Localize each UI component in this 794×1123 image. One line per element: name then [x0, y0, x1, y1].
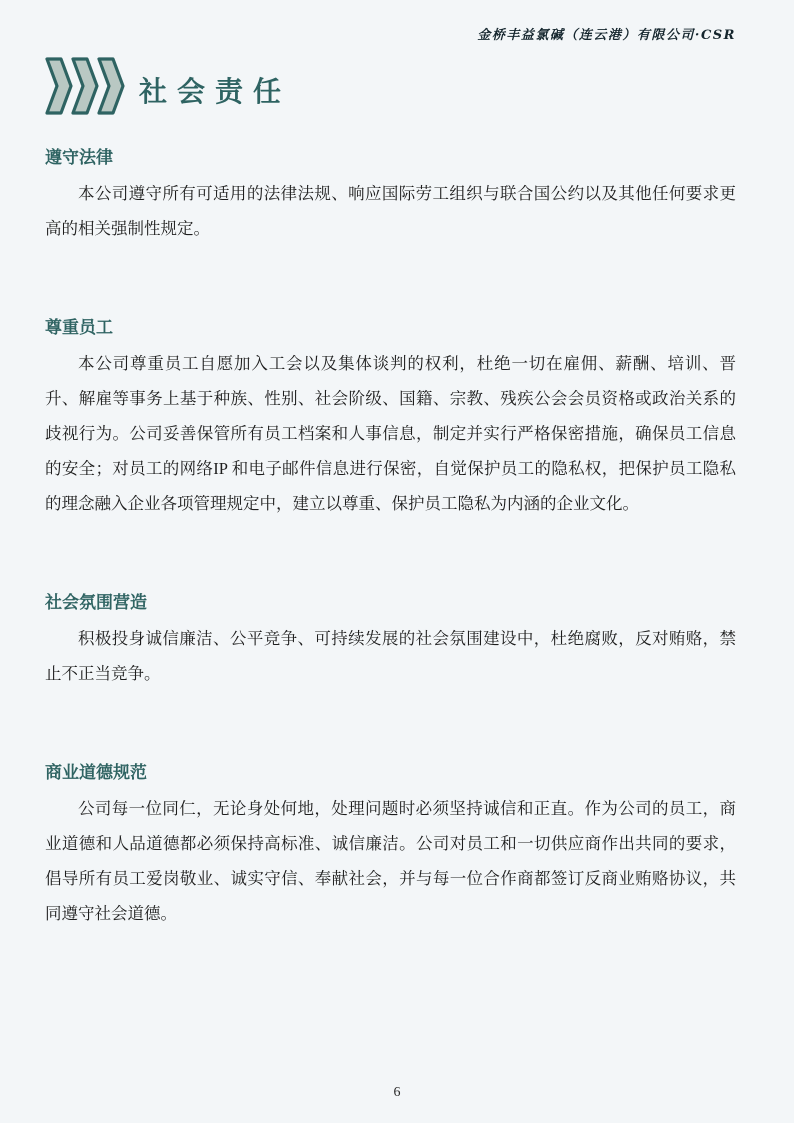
section-body: 积极投身诚信廉洁、公平竞争、可持续发展的社会氛围建设中，杜绝腐败，反对贿赂，禁止不正当竞争。: [45, 629, 736, 683]
page-title: 社会责任: [139, 76, 292, 107]
section-body: 本公司尊重员工自愿加入工会以及集体谈判的权利，杜绝一切在雇佣、薪酬、培训、晋升、解雇等事务上基于种族、性别、社会阶级、国籍、宗教、残疾公会会员资格或政治关系的歧视行为。公司妥善保管所有员工档案和人事信息，制定并实行严格保密措施，确保员工信息的安全；对员工的网络IP 和电子邮件信息进行保密，自觉保护员工的隐私权，把保护员工隐私的理念融入企业各项管理规定中，建立以尊重、保护员工隐私为内涵的企业文化。: [45, 354, 736, 513]
page-content: [0, 117, 794, 931]
section-respect-employees: [45, 317, 736, 521]
section-social-atmosphere: [45, 592, 736, 691]
section-body: 本公司遵守所有可适用的法律法规、响应国际劳工组织与联合国公约以及其他任何要求更高的相关强制性规定。: [45, 184, 736, 238]
page-number: 6: [393, 1085, 401, 1100]
section-business-ethics: [45, 762, 736, 931]
section-heading: 社会氛围营造: [45, 593, 147, 612]
header-company-name: 金桥丰益氯碱（连云港）有限公司·CSR: [477, 28, 736, 43]
triple-chevron-icon: [45, 57, 125, 115]
section-body: 公司每一位同仁，无论身处何地，处理问题时必须坚持诚信和正直。作为公司的员工，商业道德和人品道德都必须保持高标准、诚信廉洁。公司对员工和一切供应商作出共同的要求，倡导所有员工爱岗敬业、诚实守信、奉献社会，并与每一位合作商都签订反商业贿赂协议，共同遵守社会道德。: [45, 799, 736, 923]
title-row: [45, 55, 794, 117]
section-heading: 商业道德规范: [45, 763, 147, 782]
section-heading: 遵守法律: [45, 148, 113, 167]
section-obey-law: [45, 147, 736, 246]
section-heading: 尊重员工: [45, 318, 113, 337]
